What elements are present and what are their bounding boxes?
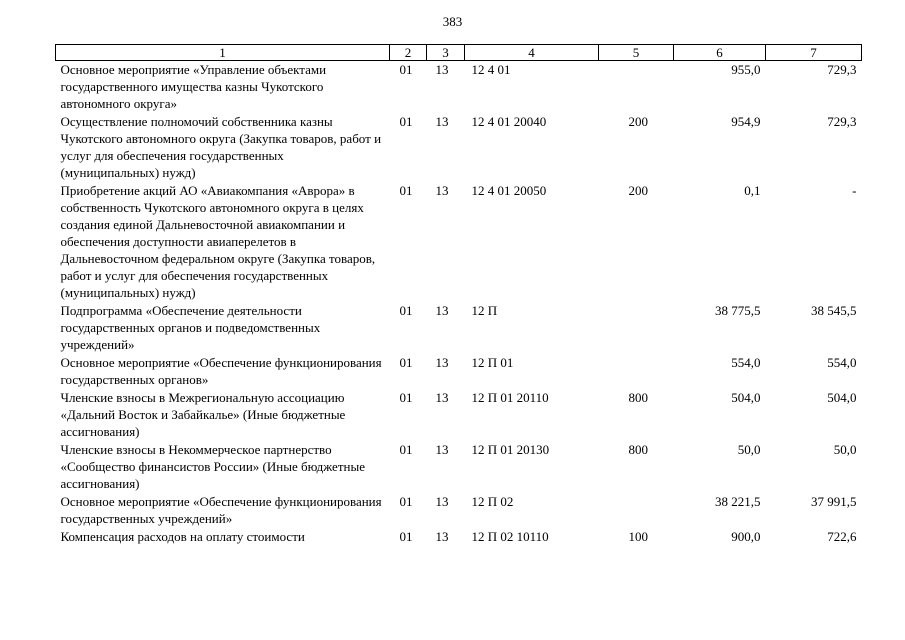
row-article: 12 П 02 [471,494,514,509]
table-row [56,528,862,546]
row-section: 01 [399,494,413,509]
table-row [56,113,862,182]
table-header [56,45,862,61]
row-expense-type [599,302,674,354]
row-amount-1: 554,0 [731,355,761,370]
table-row [56,389,862,441]
header-col-1: 1 [56,45,390,61]
row-article: 12 4 01 [471,62,511,77]
header-row [56,45,862,61]
row-expense-type: 800 [628,390,648,405]
row-name: Основное мероприятие «Обеспечение функционирования государственных учреждений» [60,494,382,526]
row-name: Осуществление полномочий собственника казны Чукотского автономного округа (Закупка товаров, работ и услуг для обеспечения государственных (муниципальных) нужд) [60,114,382,180]
row-amount-1: 38 775,5 [715,303,761,318]
row-name: Компенсация расходов на оплату стоимости [60,529,305,544]
row-subsection: 13 [435,390,449,405]
row-amount-2: 729,3 [827,114,857,129]
row-amount-1: 38 221,5 [715,494,761,509]
row-amount-1: 900,0 [731,529,761,544]
row-section: 01 [399,442,413,457]
header-col-4: 4 [465,45,599,61]
row-subsection: 13 [435,114,449,129]
row-subsection: 13 [435,183,449,198]
row-name: Основное мероприятие «Управление объектами государственного имущества казны Чукотского автономного округа» [60,62,327,111]
row-article: 12 П 02 10110 [471,529,549,544]
row-article: 12 П [471,303,498,318]
row-subsection: 13 [435,62,449,77]
page-number: 383 [442,14,463,29]
header-col-6: 6 [674,45,766,61]
row-section: 01 [399,529,413,544]
row-amount-2: 50,0 [833,442,857,457]
row-amount-2: 38 545,5 [811,303,857,318]
header-col-7: 7 [766,45,862,61]
row-subsection: 13 [435,303,449,318]
row-section: 01 [399,355,413,370]
table-row [56,61,862,114]
row-name: Членские взносы в Некоммерческое партнерство «Сообщество финансистов России» (Иные бюджетные ассигнования) [60,442,365,491]
row-name: Подпрограмма «Обеспечение деятельности государственных органов и подведомственных учреждений» [60,303,321,352]
row-amount-2: 722,6 [827,529,857,544]
row-section: 01 [399,62,413,77]
row-expense-type: 800 [628,442,648,457]
row-subsection: 13 [435,529,449,544]
row-expense-type: 200 [628,183,648,198]
row-article: 12 П 01 20110 [471,390,549,405]
row-expense-type [599,493,674,528]
row-section: 01 [399,183,413,198]
row-amount-2: - [852,183,857,198]
row-name: Приобретение акций АО «Авиакомпания «Аврора» в собственность Чукотского автономного округа в целях создания единой Дальневосточной авиакомпании и обеспечения доступности авиаперелетов в Дальневосточном федеральном округе (Закупка товаров, работ и услуг для обеспечения государственных (муниципальных) нужд) [60,183,376,300]
table-row [56,441,862,493]
header-col-3: 3 [427,45,465,61]
header-col-2: 2 [390,45,427,61]
row-amount-1: 0,1 [744,183,761,198]
row-subsection: 13 [435,355,449,370]
row-article: 12 4 01 20050 [471,183,547,198]
row-section: 01 [399,303,413,318]
row-section: 01 [399,390,413,405]
row-expense-type [599,61,674,114]
row-amount-1: 954,9 [731,114,761,129]
row-amount-1: 955,0 [731,62,761,77]
row-expense-type: 200 [628,114,648,129]
row-amount-2: 504,0 [827,390,857,405]
row-amount-2: 554,0 [827,355,857,370]
header-col-5: 5 [599,45,674,61]
table-row [56,354,862,389]
row-subsection: 13 [435,442,449,457]
row-amount-2: 37 991,5 [811,494,857,509]
row-amount-2: 729,3 [827,62,857,77]
row-expense-type [599,354,674,389]
row-name: Основное мероприятие «Обеспечение функционирования государственных органов» [60,355,382,387]
row-name: Членские взносы в Межрегиональную ассоциацию «Дальний Восток и Забайкалье» (Иные бюджетные ассигнования) [60,390,346,439]
table-body [56,61,862,547]
row-subsection: 13 [435,494,449,509]
row-section: 01 [399,114,413,129]
table-row [56,493,862,528]
row-article: 12 4 01 20040 [471,114,547,129]
budget-table [55,44,862,546]
row-amount-1: 504,0 [731,390,761,405]
row-amount-1: 50,0 [737,442,761,457]
table-row [56,182,862,302]
table-row [56,302,862,354]
row-expense-type: 100 [628,529,648,544]
row-article: 12 П 01 20130 [471,442,550,457]
row-article: 12 П 01 [471,355,514,370]
